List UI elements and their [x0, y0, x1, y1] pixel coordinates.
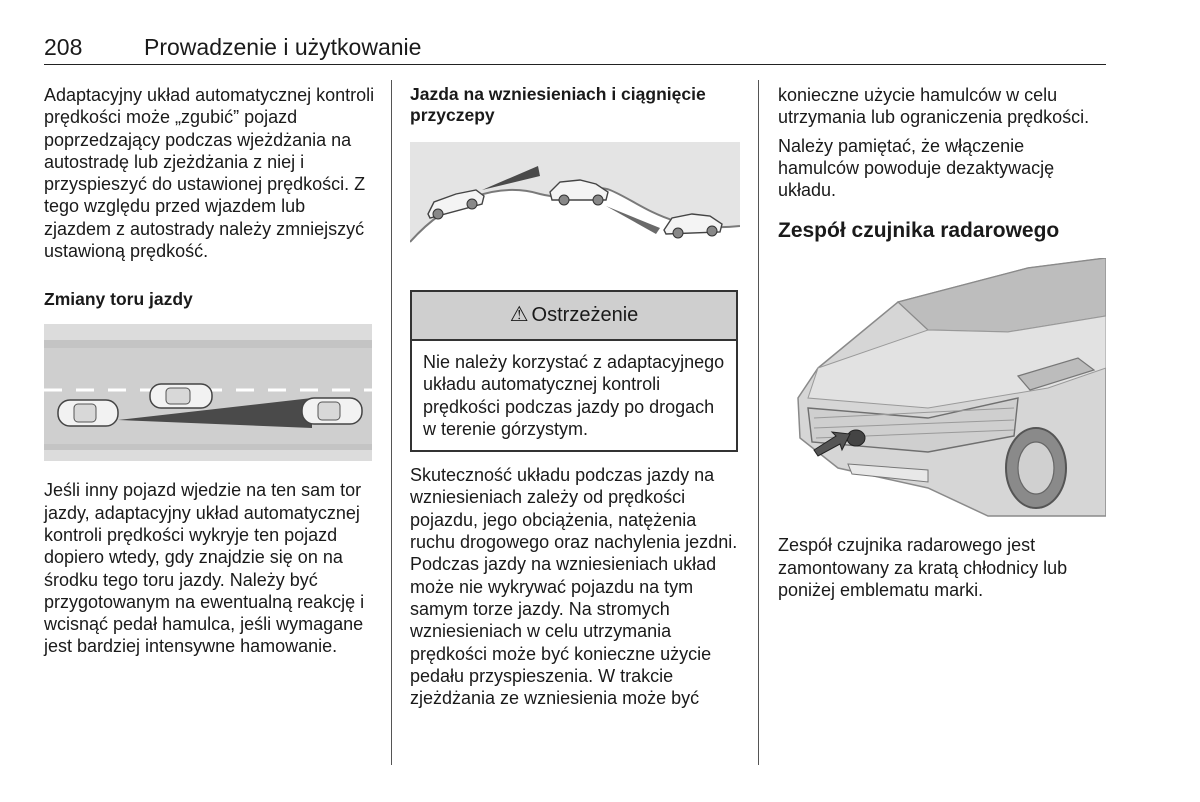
- cutting-in-car: [150, 384, 212, 408]
- radar-sensor-paragraph: Zespół czujnika radarowego jest zamontowany za kratą chłodnicy lub poniżej emblematu marki.: [778, 535, 1068, 601]
- hills-heading: Jazda na wzniesieniach i ciągnięcie przyczepy: [410, 84, 706, 125]
- deactivation-paragraph: Należy pamiętać, że włączenie hamulców powoduje dezaktywację układu.: [778, 135, 1055, 201]
- brakes-paragraph: konieczne użycie hamulców w celu utrzymania lub ograniczenia prędkości.: [778, 85, 1090, 128]
- lane-change-paragraph: Jeśli inny pojazd wjedzie na ten sam tor jazdy, adaptacyjny układ automatycznej kontroli prędkości wykryje ten pojazd dopiero wtedy, gdy znajdzie się on na środku tego toru jazdy. Należy być przygotowanym na ewentualną reakcję i wcisnąć pedał hamulca, jeśli wymagane jest bardziej intensywne hamowanie.: [44, 480, 365, 657]
- radar-sensor-heading: Zespół czujnika radarowego: [778, 219, 1060, 243]
- radar-sensor-illustration: [778, 258, 1106, 518]
- own-car: [58, 400, 118, 426]
- preceding-car: [302, 398, 362, 424]
- chapter-title: Prowadzenie i użytkowanie: [144, 34, 422, 60]
- column-divider-left: [391, 80, 392, 765]
- intro-paragraph: Adaptacyjny układ automatycznej kontroli prędkości może „zgubić” pojazd poprzedzający podczas wjeżdżania na autostradę lub zjeżdżania z niej i przyspieszyć do ustawionej prędkości. Z tego względu przed wjazdem lub zjazdem z autostrady należy zmniejszyć ustawioną prędkość.: [44, 85, 375, 262]
- warning-box: [410, 290, 738, 452]
- lane-change-illustration: [44, 324, 372, 461]
- warning-text: Nie należy korzystać z adaptacyjnego układu automatycznej kontroli prędkości podczas jazdy po drogach w terenie górzystym.: [423, 352, 725, 439]
- page-number: 208: [44, 34, 83, 60]
- column-1: [44, 84, 376, 658]
- warning-triangle-icon: ⚠: [509, 303, 529, 327]
- column-3: [778, 84, 1108, 601]
- warning-title: Ostrzeżenie: [531, 304, 639, 327]
- page-header: [44, 34, 1106, 65]
- hills-illustration: [410, 142, 740, 272]
- warning-header: [412, 292, 736, 341]
- column-divider-right: [758, 80, 759, 765]
- column-2: [410, 84, 742, 709]
- radar-sensor: [847, 430, 865, 446]
- hills-paragraph: Skuteczność układu podczas jazdy na wzniesieniach zależy od prędkości pojazdu, jego obciążenia, natężenia ruchu drogowego oraz nachylenia jezdni. Podczas jazdy na wzniesieniach układ może nie wykrywać pojazdu na tym samym torze jazdy. Na stromych wzniesieniach w celu utrzymania prędkości może być konieczne użycie pedału przyspieszenia. W trakcie zjeżdżania ze wzniesienia może być: [410, 465, 738, 709]
- lane-change-heading: Zmiany toru jazdy: [44, 289, 193, 310]
